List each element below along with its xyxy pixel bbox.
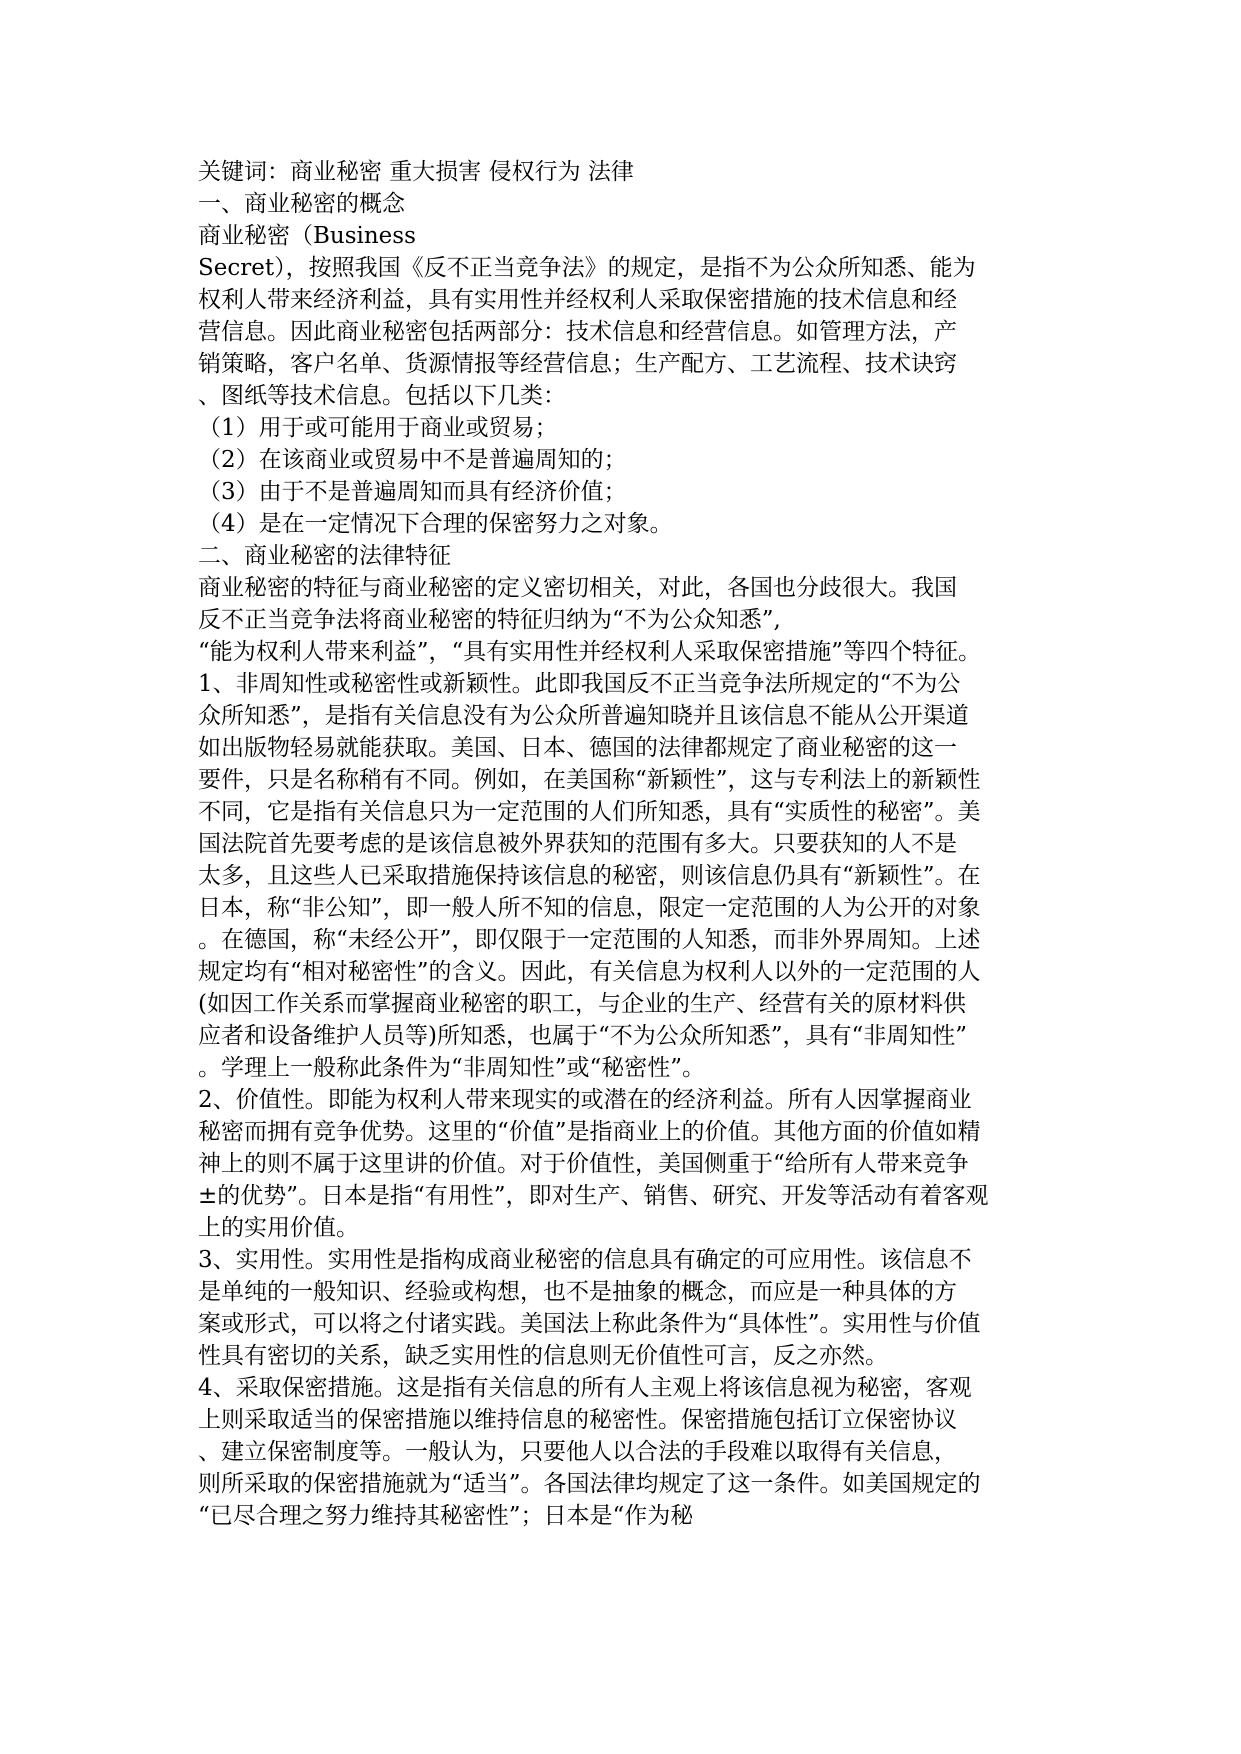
paragraph-line: 则所采取的保密措施就为“适当”。各国法律均规定了这一条件。如美国规定的	[198, 1471, 981, 1497]
paragraph-line: 销策略，客户名单、货源情报等经营信息；生产配方、工艺流程、技术诀窍	[198, 351, 957, 377]
paragraph-line: 如出版物轻易就能获取。美国、日本、德国的法律都规定了商业秘密的这一	[198, 735, 957, 761]
list-item: （1）用于或可能用于商业或贸易；	[198, 415, 558, 441]
paragraph-line: Secret），按照我国《反不正当竞争法》的规定，是指不为公众所知悉、能为	[198, 255, 976, 281]
paragraph-line: 应者和设备维护人员等)所知悉，也属于“不为公众所知悉”，具有“非周知性”	[198, 1023, 968, 1049]
paragraph-line: 不同，它是指有关信息只为一定范围的人们所知悉，具有“实质性的秘密”。美	[198, 799, 981, 825]
paragraph-line: “已尽合理之努力维持其秘密性”；日本是“作为秘	[198, 1503, 694, 1529]
paragraph-line: 性具有密切的关系，缺乏实用性的信息则无价值性可言，反之亦然。	[198, 1343, 888, 1369]
paragraph-line: 2、价值性。即能为权利人带来现实的或潜在的经济利益。所有人因掌握商业	[198, 1087, 972, 1113]
paragraph-line: 营信息。因此商业秘密包括两部分：技术信息和经营信息。如管理方法，产	[198, 319, 957, 345]
paragraph-line: 商业秘密的特征与商业秘密的定义密切相关，对此，各国也分歧很大。我国	[198, 575, 957, 601]
paragraph-line: (如因工作关系而掌握商业秘密的职工，与企业的生产、经营有关的原材料供	[198, 991, 966, 1017]
section-heading-2: 二、商业秘密的法律特征	[198, 543, 451, 569]
paragraph-line: 案或形式，可以将之付诸实践。美国法上称此条件为“具体性”。实用性与价值	[198, 1311, 981, 1337]
paragraph-line: 神上的则不属于这里讲的价值。对于价值性，美国侧重于“给所有人带来竞争	[198, 1151, 969, 1177]
paragraph-line: 要件，只是名称稍有不同。例如，在美国称“新颖性”，这与专利法上的新颖性	[198, 767, 981, 793]
paragraph-line: 。在德国，称“未经公开”，即仅限于一定范围的人知悉，而非外界周知。上述	[198, 927, 981, 953]
paragraph-line: 商业秘密（Business	[198, 223, 416, 249]
keywords-line: 关键词：商业秘密 重大损害 侵权行为 法律	[198, 159, 634, 185]
paragraph-line: 规定均有“相对秘密性”的含义。因此，有关信息为权利人以外的一定范围的人	[198, 959, 981, 985]
document-body	[198, 156, 1058, 1532]
paragraph-line: 上则采取适当的保密措施以维持信息的秘密性。保密措施包括订立保密协议	[198, 1407, 957, 1433]
paragraph-line: 日本，称“非公知”，即一般人所不知的信息，限定一定范围的人为公开的对象	[198, 895, 981, 921]
paragraph-line: “能为权利人带来利益”，“具有实用性并经权利人采取保密措施”等四个特征。	[198, 639, 982, 665]
paragraph-line: 1、非周知性或秘密性或新颖性。此即我国反不正当竞争法所规定的“不为公	[198, 671, 961, 697]
paragraph-line: 秘密而拥有竞争优势。这里的“价值”是指商业上的价值。其他方面的价值如精	[198, 1119, 981, 1145]
paragraph-line: 是单纯的一般知识、经验或构想，也不是抽象的概念，而应是一种具体的方	[198, 1279, 957, 1305]
paragraph-line: 3、实用性。实用性是指构成商业秘密的信息具有确定的可应用性。该信息不	[198, 1247, 972, 1273]
paragraph-line: 权利人带来经济利益，具有实用性并经权利人采取保密措施的技术信息和经	[198, 287, 957, 313]
paragraph-line: ±的优势”。日本是指“有用性”，即对生产、销售、研究、开发等活动有着客观	[198, 1183, 989, 1209]
list-item: （2）在该商业或贸易中不是普遍周知的；	[198, 447, 627, 473]
list-item: （3）由于不是普遍周知而具有经济价值；	[198, 479, 627, 505]
paragraph-line: 4、采取保密措施。这是指有关信息的所有人主观上将该信息视为秘密，客观	[198, 1375, 972, 1401]
paragraph-line: 、建立保密制度等。一般认为，只要他人以合法的手段难以取得有关信息，	[198, 1439, 957, 1465]
paragraph-line: 。学理上一般称此条件为“非周知性”或“秘密性”。	[198, 1055, 706, 1081]
list-item: （4）是在一定情况下合理的保密努力之对象。	[198, 511, 673, 537]
paragraph-line: 国法院首先要考虑的是该信息被外界获知的范围有多大。只要获知的人不是	[198, 831, 957, 857]
paragraph-line: 、图纸等技术信息。包括以下几类：	[198, 383, 566, 409]
paragraph-line: 反不正当竞争法将商业秘密的特征归纳为“不为公众知悉”,	[198, 607, 781, 633]
section-heading-1: 一、商业秘密的概念	[198, 191, 405, 217]
paragraph-line: 众所知悉”，是指有关信息没有为公众所普遍知晓并且该信息不能从公开渠道	[198, 703, 969, 729]
paragraph-line: 太多，且这些人已采取措施保持该信息的秘密，则该信息仍具有“新颖性”。在	[198, 863, 981, 889]
paragraph-line: 上的实用价值。	[198, 1215, 359, 1241]
